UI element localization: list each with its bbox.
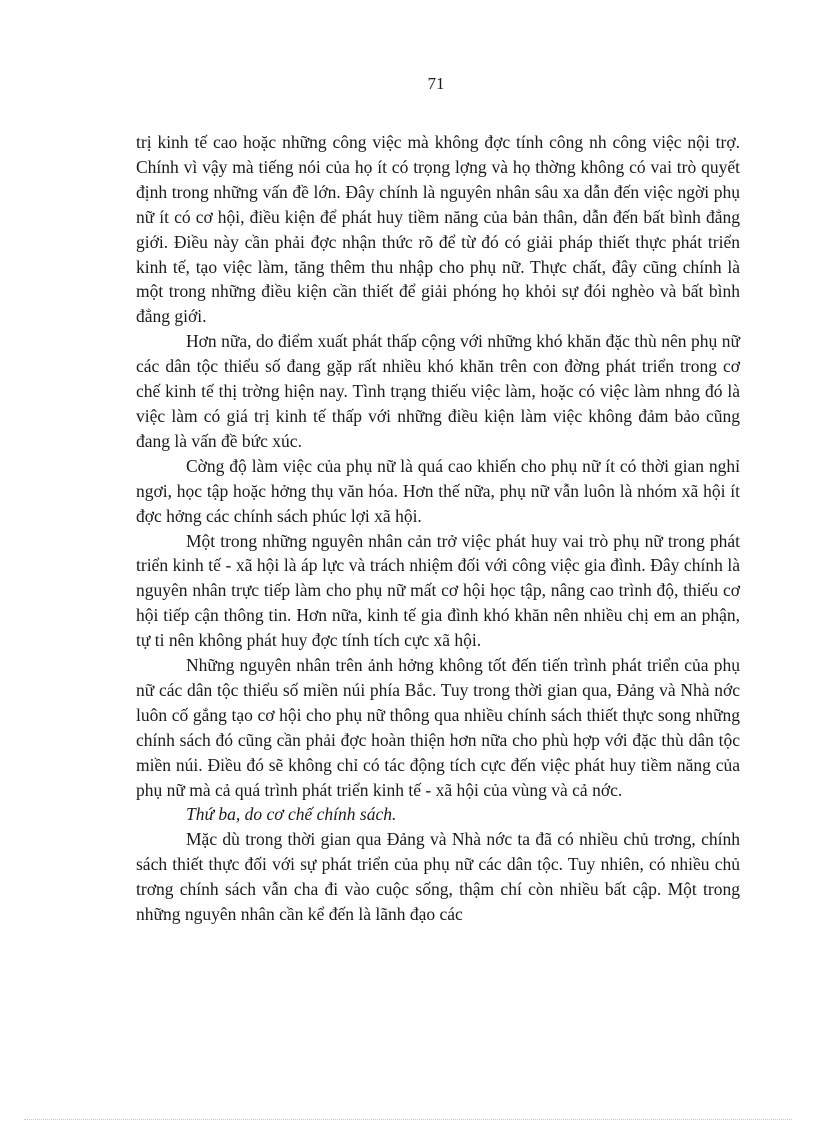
section-heading: Thứ ba, do cơ chế chính sách.	[186, 804, 397, 825]
body-text	[136, 130, 740, 927]
paragraph-2: Hơn nữa, do điểm xuất phát thấp cộng với những khó khăn đặc thù nên phụ nữ các dân tộc thiểu số đang gặp rất nhiều khó khăn trên con đờng phát triển trong cơ chế kinh tế thị trờng hiện nay. Tình trạng thiếu việc làm, hoặc có việc làm nhng đó là việc làm có giá trị kinh tế thấp với những điều kiện làm việc không đảm bảo cũng đang là vấn đề bức xúc.	[136, 331, 740, 451]
footer-divider	[24, 1119, 792, 1120]
page-number: 71	[427, 74, 445, 93]
paragraph-3: Cờng độ làm việc của phụ nữ là quá cao khiến cho phụ nữ ít có thời gian nghỉ ngơi, học tập hoặc hởng thụ văn hóa. Hơn thế nữa, phụ nữ vẫn luôn là nhóm xã hội ít đợc hởng các chính sách phúc lợi xã hội.	[136, 455, 740, 526]
paragraph-4: Một trong những nguyên nhân cản trở việc phát huy vai trò phụ nữ trong phát triển kinh tế - xã hội là áp lực và trách nhiệm đối với công việc gia đình. Đây chính là nguyên nhân trực tiếp làm cho phụ nữ mất cơ hội học tập, nâng cao trình độ, thiếu cơ hội tiếp cận thông tin. Hơn nữa, kinh tế gia đình khó khăn nên nhiều chị em an phận, tự ti nên không phát huy đợc tính tích cực xã hội.	[136, 530, 740, 651]
paragraph-5: Những nguyên nhân trên ảnh hởng không tốt đến tiến trình phát triển của phụ nữ các dân tộc thiểu số miền núi phía Bắc. Tuy trong thời gian qua, Đảng và Nhà nớc luôn cố gắng tạo cơ hội cho phụ nữ thông qua nhiều chính sách thiết thực song những chính sách đó cũng cần phải đợc hoàn thiện hơn nữa cho phù hợp với đặc thù dân tộc miền núi. Điều đó sẽ không chỉ có tác động tích cực đến việc phát huy tiềm năng của phụ nữ mà cả quá trình phát triển kinh tế - xã hội của vùng và cả nớc.	[136, 655, 740, 800]
paragraph-1: trị kinh tế cao hoặc những công việc mà không đợc tính công nh công việc nội trợ. Chính vì vậy mà tiếng nói của họ ít có trọng lợng và họ thờng không có vai trò quyết định trong những vấn đề lớn. Đây chính là nguyên nhân sâu xa dẫn đến việc ngời phụ nữ ít có cơ hội, điều kiện để phát huy tiềm năng của bản thân, dẫn đến bất bình đẳng giới. Điều này cần phải đợc nhận thức rõ để từ đó có giải pháp thiết thực phát triển kinh tế, tạo việc làm, tăng thêm thu nhập cho phụ nữ. Thực chất, đây cũng chính là một trong những điều kiện cần thiết để giải phóng họ khỏi sự đói nghèo và bất bình đẳng giới.	[136, 132, 740, 327]
paragraph-6: Mặc dù trong thời gian qua Đảng và Nhà nớc ta đã có nhiều chủ trơng, chính sách thiết thực đối với sự phát triển của phụ nữ các dân tộc. Tuy nhiên, có nhiều chủ trơng chính sách vẫn cha đi vào cuộc sống, thậm chí còn nhiều bất cập. Một trong những nguyên nhân cần kể đến là lãnh đạo các	[136, 829, 740, 925]
